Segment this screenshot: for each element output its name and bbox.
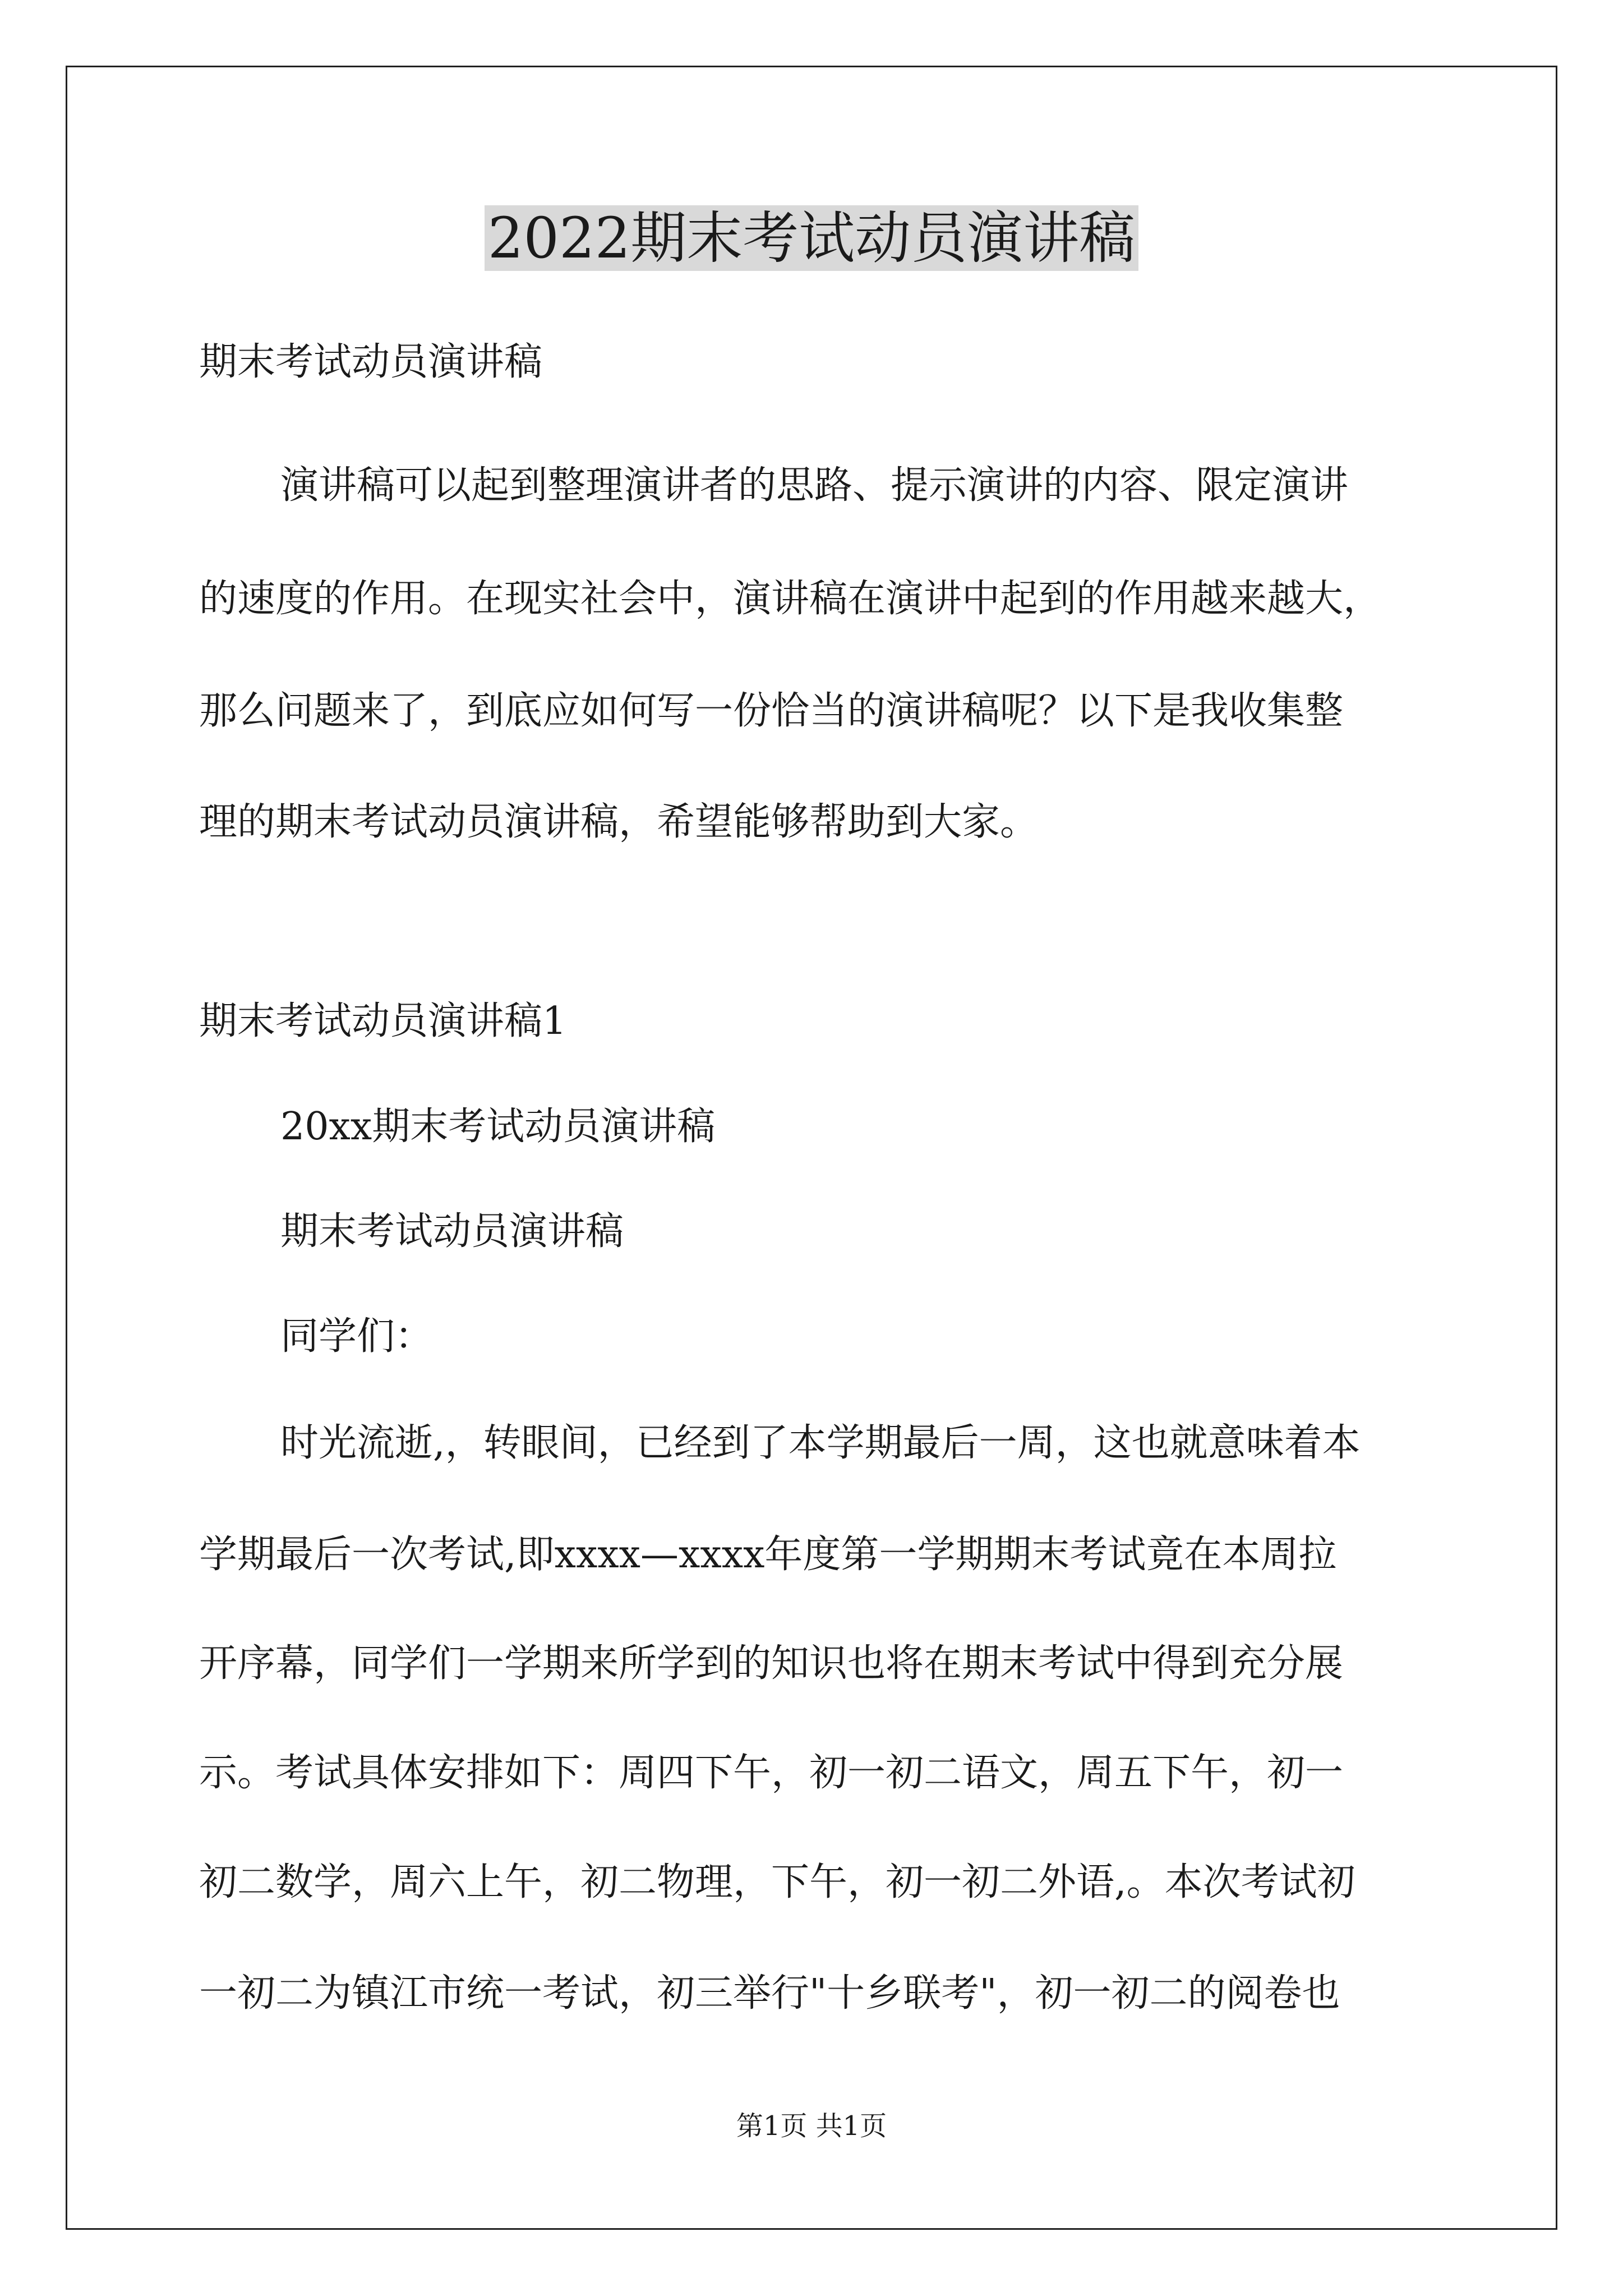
- paragraph-line: 的速度的作用。在现实社会中，演讲稿在演讲中起到的作用越来越大，: [199, 577, 1382, 621]
- paragraph-line: 开序幕，同学们一学期来所学到的知识也将在期末考试中得到充分展: [199, 1641, 1344, 1686]
- paragraph-line: 那么问题来了，到底应如何写一份恰当的演讲稿呢？以下是我收集整: [199, 689, 1344, 733]
- paragraph-line: 理的期末考试动员演讲稿，希望能够帮助到大家。: [199, 800, 1039, 844]
- paragraph-line: 时光流逝,，转眼间，已经到了本学期最后一周，这也就意味着本: [280, 1421, 1361, 1465]
- paragraph-line: 示。考试具体安排如下：周四下午，初一初二语文，周五下午，初一: [199, 1751, 1344, 1795]
- document-title: 2022期末考试动员演讲稿: [0, 199, 1623, 278]
- paragraph-line: 演讲稿可以起到整理演讲者的思路、提示演讲的内容、限定演讲: [280, 463, 1349, 508]
- section-heading: 期末考试动员演讲稿1: [199, 999, 567, 1043]
- paragraph-line: 一初二为镇江市统一考试，初三举行"十乡联考"，初一初二的阅卷也: [199, 1971, 1340, 2016]
- paragraph-line: 学期最后一次考试,即xxxx—xxxx年度第一学期期末考试竟在本周拉: [199, 1533, 1337, 1577]
- paragraph-line: 同学们：: [280, 1314, 434, 1359]
- paragraph-line: 20xx期末考试动员演讲稿: [280, 1105, 716, 1149]
- paragraph-line: 初二数学，周六上午，初二物理，下午，初一初二外语,。本次考试初: [199, 1860, 1355, 1904]
- section-heading: 期末考试动员演讲稿: [199, 340, 543, 384]
- page-footer: 第1页 共1页: [736, 2110, 887, 2142]
- paragraph-line: 期末考试动员演讲稿: [280, 1209, 624, 1254]
